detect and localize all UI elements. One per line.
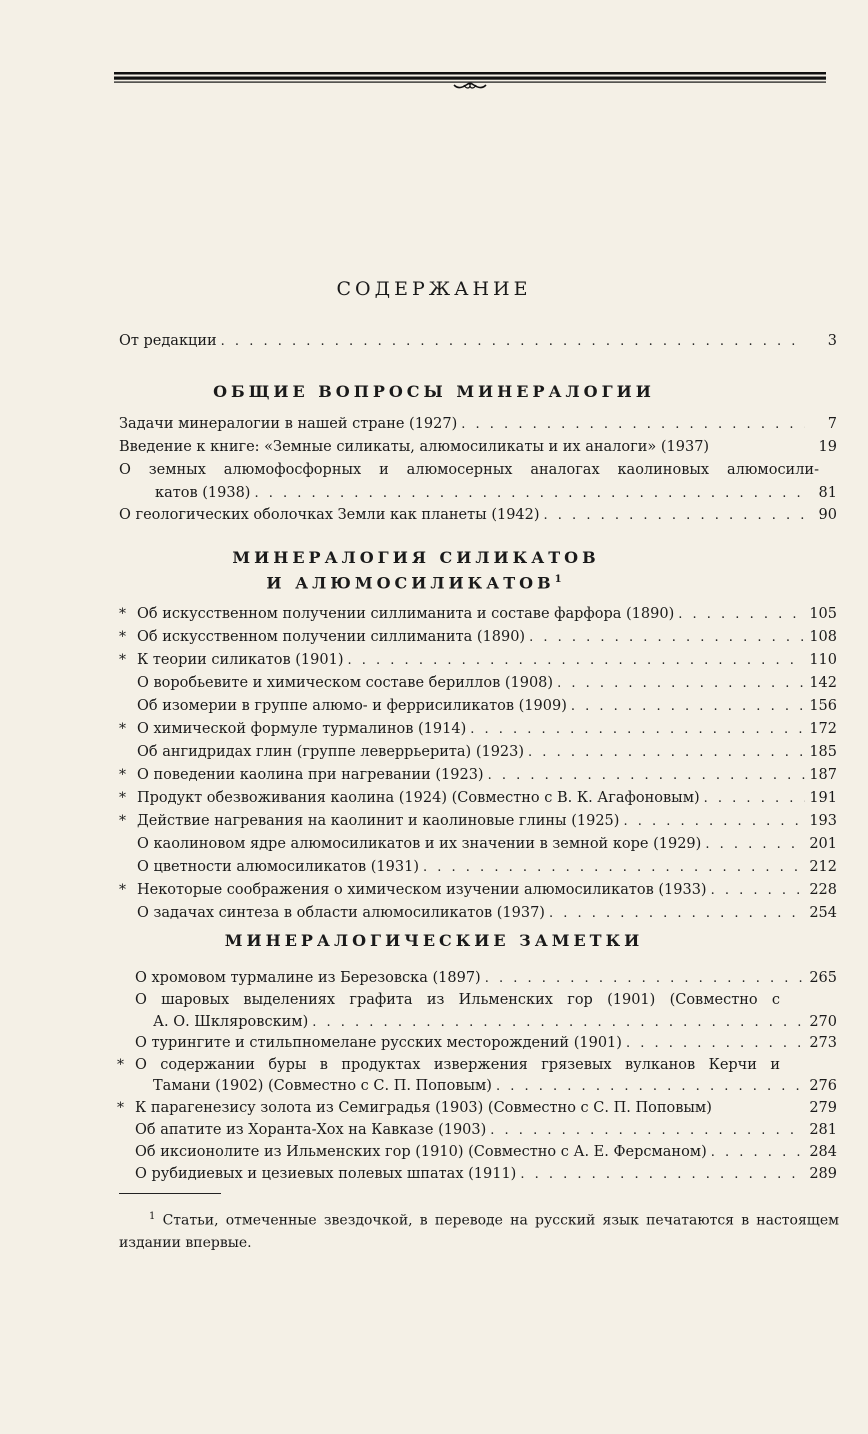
toc-entry	[155, 483, 837, 504]
toc-entry-line	[119, 460, 837, 481]
entry-title: Тамани (1902) (Совместно с С. П. Поповым)	[153, 1078, 492, 1094]
leader-dots	[348, 650, 806, 671]
footnote-mark: 1	[149, 1211, 156, 1222]
entry-page: 284	[809, 1144, 837, 1160]
entry-page: 185	[809, 744, 837, 760]
leader-dots	[496, 1076, 805, 1097]
leader-dots	[528, 742, 805, 763]
toc-entry	[119, 437, 837, 458]
star-mark: *	[119, 606, 126, 622]
leader-dots	[423, 857, 805, 878]
entry-page: 279	[809, 1100, 837, 1116]
entry-page: 187	[809, 767, 837, 783]
footnote-rule	[119, 1193, 221, 1194]
entry-page: 270	[809, 1014, 837, 1030]
entry-title: О каолиновом ядре алюмосиликатов и их значении в земной коре (1929)	[137, 836, 702, 852]
leader-dots	[704, 788, 805, 809]
entry-title: Введение к книге: «Земные силикаты, алюмосиликаты и их аналоги» (1937)	[119, 439, 710, 455]
entry-page: 228	[809, 882, 837, 898]
toc-entry	[153, 1012, 837, 1033]
toc-entry	[119, 627, 837, 648]
leader-dots	[488, 765, 805, 786]
entry-page: 142	[809, 675, 837, 691]
entry-title: Продукт обезвоживания каолина (1924) (Совместно с В. К. Агафоновым)	[137, 790, 700, 806]
toc-entry-line	[117, 1055, 837, 1076]
leader-dots	[557, 673, 805, 694]
toc-entry	[137, 673, 837, 694]
page-title: СОДЕРЖАНИЕ	[336, 278, 532, 300]
leader-dots	[520, 1164, 805, 1185]
leader-dots	[529, 627, 805, 648]
entry-title: О рубидиевых и цезиевых полевых шпатах (1911)	[135, 1166, 517, 1182]
toc-entry	[119, 788, 837, 809]
entry-title: О шаровых выделениях графита из Ильменских гор (1901) (Совместно с	[135, 992, 780, 1008]
entry-page: 19	[818, 439, 837, 455]
leader-dots	[626, 1033, 805, 1054]
entry-page: 281	[809, 1122, 837, 1138]
toc-entry	[153, 1076, 837, 1097]
star-mark: *	[119, 629, 126, 645]
entry-title: О хромовом турмалине из Березовска (1897)	[135, 970, 481, 986]
entry-page: 3	[827, 333, 837, 349]
entry-title: О геологических оболочках Земли как планеты (1942)	[119, 507, 540, 523]
entry-title: Некоторые соображения о химическом изучении алюмосиликатов (1933)	[137, 882, 707, 898]
entry-title: От редакции	[119, 333, 217, 349]
leader-dots	[221, 331, 805, 352]
toc-entry	[119, 505, 837, 526]
entry-title: О турингите и стильпномелане русских месторождений (1901)	[135, 1035, 622, 1051]
leader-dots	[711, 1142, 805, 1163]
entry-title: О содержании буры в продуктах извержения грязевых вулканов Керчи и	[135, 1057, 780, 1073]
toc-entry	[137, 834, 837, 855]
toc-entry	[119, 650, 837, 671]
star-mark: *	[119, 790, 126, 806]
footnote	[119, 1206, 839, 1254]
toc-entry	[119, 414, 837, 435]
star-mark: *	[119, 721, 126, 737]
toc-entry	[135, 1120, 837, 1141]
entry-title: Задачи минералогии в нашей стране (1927)	[119, 416, 458, 432]
toc-entry	[135, 1142, 837, 1163]
section-heading: ОБЩИЕ ВОПРОСЫ МИНЕРАЛОГИИ	[213, 382, 655, 401]
leader-dots	[461, 414, 805, 435]
toc-entry	[119, 811, 837, 832]
section-heading-line2	[0, 569, 866, 593]
entry-page: 273	[809, 1035, 837, 1051]
ornamental-header-rule	[114, 70, 826, 92]
entry-title: Об искусственном получении силлиманита (1890)	[137, 629, 526, 645]
entry-title: О земных алюмофосфорных и алюмосерных аналогах каолиновых алюмосили-	[119, 462, 819, 478]
entry-page: 191	[809, 790, 837, 806]
entry-page: 289	[809, 1166, 837, 1182]
section-heading-line1: МИНЕРАЛОГИЯ СИЛИКАТОВ	[232, 548, 600, 567]
toc-entry	[135, 1033, 837, 1054]
entry-page: 201	[809, 836, 837, 852]
toc-entry	[117, 1098, 837, 1119]
toc-entry	[135, 1164, 837, 1185]
leader-dots	[549, 903, 805, 924]
entry-page: 212	[809, 859, 837, 875]
entry-title: О поведении каолина при нагревании (1923)	[137, 767, 484, 783]
leader-dots	[711, 880, 805, 901]
entry-title: Об ангидридах глин (группе леверрьерита) (1923)	[137, 744, 525, 760]
star-mark: *	[119, 882, 126, 898]
toc-entry	[119, 604, 837, 625]
star-mark: *	[119, 767, 126, 783]
leader-dots	[705, 834, 805, 855]
entry-title: Об изомерии в группе алюмо- и феррисиликатов (1909)	[137, 698, 567, 714]
star-mark: *	[119, 652, 126, 668]
leader-dots	[544, 505, 805, 526]
leader-dots	[254, 483, 805, 504]
entry-title: К теории силикатов (1901)	[137, 652, 344, 668]
entry-title: А. О. Шкляровским)	[153, 1014, 309, 1030]
star-mark: *	[117, 1057, 124, 1073]
entry-title: Об искусственном получении силлиманита и составе фарфора (1890)	[137, 606, 675, 622]
entry-page: 90	[818, 507, 837, 523]
star-mark: *	[119, 813, 126, 829]
entry-page: 265	[809, 970, 837, 986]
toc-entry	[135, 968, 837, 989]
entry-title: О цветности алюмосиликатов (1931)	[137, 859, 419, 875]
toc-entry	[119, 765, 837, 786]
entry-page: 7	[827, 416, 837, 432]
entry-page: 254	[809, 905, 837, 921]
entry-title: катов (1938)	[155, 485, 251, 501]
entry-page: 172	[809, 721, 837, 737]
entry-title: К парагенезису золота из Семиградья (1903) (Совместно с С. П. Поповым)	[135, 1100, 712, 1116]
toc-entry	[137, 857, 837, 878]
leader-dots	[623, 811, 805, 832]
leader-dots	[571, 696, 805, 717]
entry-title: О задачах синтеза в области алюмосиликатов (1937)	[137, 905, 545, 921]
heading-text: И АЛЮМОСИЛИКАТОВ	[266, 573, 555, 593]
entry-page: 193	[809, 813, 837, 829]
entry-page: 110	[809, 652, 837, 668]
footnote-mark: 1	[554, 574, 566, 585]
leader-dots	[312, 1012, 805, 1033]
leader-dots	[485, 968, 805, 989]
section-heading: МИНЕРАЛОГИЧЕСКИЕ ЗАМЕТКИ	[224, 931, 644, 950]
toc-entry-line	[135, 990, 837, 1011]
toc-entry	[119, 719, 837, 740]
entry-page: 108	[809, 629, 837, 645]
entry-page: 105	[809, 606, 837, 622]
entry-title: Действие нагревания на каолинит и каолиновые глины (1925)	[137, 813, 620, 829]
entry-title: О химической формуле турмалинов (1914)	[137, 721, 467, 737]
toc-entry	[119, 880, 837, 901]
toc-entry	[137, 696, 837, 717]
toc-entry	[137, 903, 837, 924]
star-mark: *	[117, 1100, 124, 1116]
entry-title: Об иксионолите из Ильменских гор (1910) (Совместно с А. Е. Ферсманом)	[135, 1144, 707, 1160]
toc-entry	[137, 742, 837, 763]
entry-page: 81	[818, 485, 837, 501]
leader-dots	[490, 1120, 805, 1141]
entry-page: 276	[809, 1078, 837, 1094]
leader-dots	[678, 604, 805, 625]
entry-title: Об апатите из Хоранта-Хох на Кавказе (1903)	[135, 1122, 487, 1138]
entry-title: О воробьевите и химическом составе бериллов (1908)	[137, 675, 554, 691]
toc-entry-preface	[119, 331, 837, 352]
footnote-text: Статьи, отмеченные звездочкой, в переводе на русский язык печатаются в настоящем издании впервые.	[119, 1212, 839, 1251]
entry-page: 156	[809, 698, 837, 714]
leader-dots	[470, 719, 805, 740]
